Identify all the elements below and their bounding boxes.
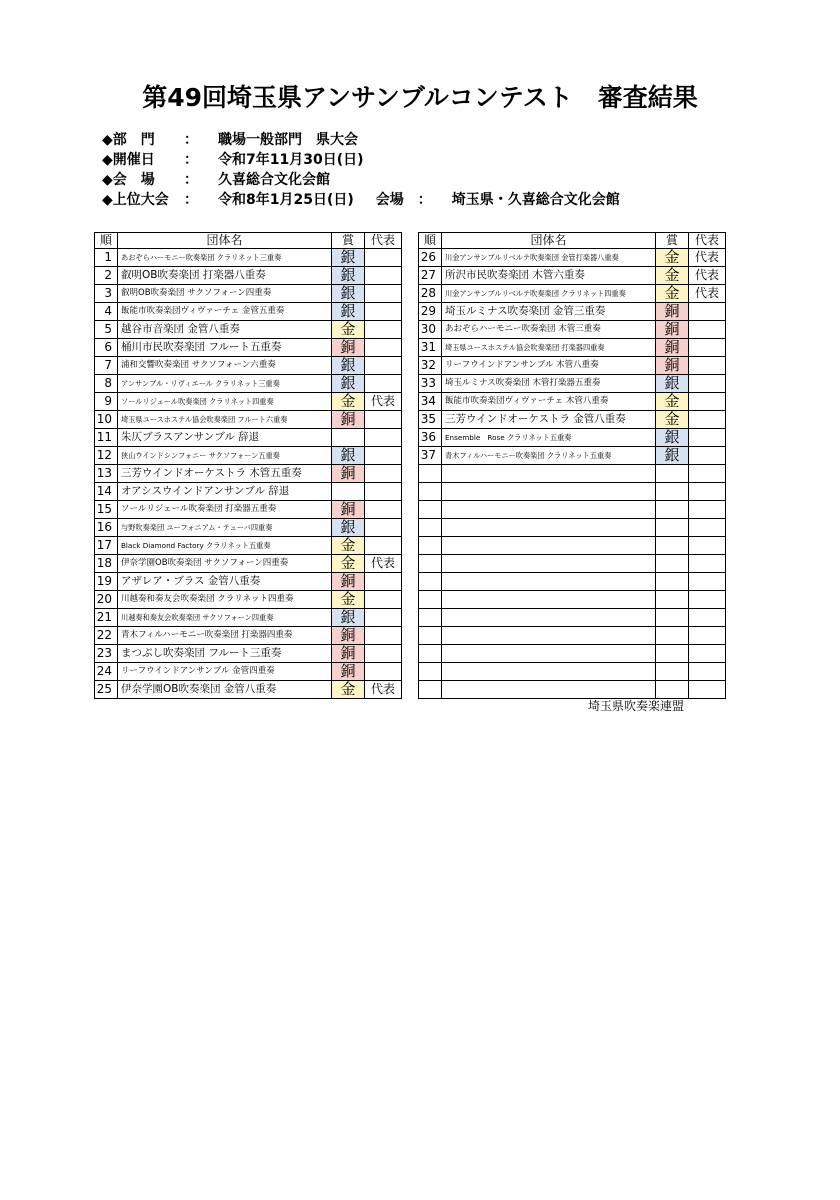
row-award xyxy=(332,483,365,501)
row-rep xyxy=(689,537,726,555)
row-award xyxy=(656,681,689,699)
row-name xyxy=(442,555,656,573)
row-rep xyxy=(689,429,726,447)
row-name xyxy=(442,537,656,555)
info-date xyxy=(102,150,620,170)
row-number: 30 xyxy=(419,321,442,339)
row-rep: 代表 xyxy=(689,249,726,267)
row-rep xyxy=(365,609,402,627)
row-number: 8 xyxy=(95,375,118,393)
table-row xyxy=(95,591,402,609)
header-rep: 代表 xyxy=(689,233,726,249)
upper-venue-value: 埼玉県・久喜総合文化会館 xyxy=(451,192,620,208)
row-number: 37 xyxy=(419,447,442,465)
table-row xyxy=(419,249,726,267)
row-award xyxy=(332,429,365,447)
row-number: 31 xyxy=(419,339,442,357)
row-number: 5 xyxy=(95,321,118,339)
row-rep xyxy=(365,339,402,357)
row-award: 銅 xyxy=(656,303,689,321)
row-rep xyxy=(689,501,726,519)
row-rep: 代表 xyxy=(689,267,726,285)
results-table-right xyxy=(418,232,726,699)
row-name: オアシスウインドアンサンブル 辞退 xyxy=(118,483,332,501)
row-award xyxy=(656,555,689,573)
table-row xyxy=(419,393,726,411)
row-award: 銅 xyxy=(656,339,689,357)
row-rep xyxy=(365,429,402,447)
date-colon: ： xyxy=(184,152,198,168)
row-number xyxy=(419,663,442,681)
row-award: 金 xyxy=(332,321,365,339)
row-award: 銅 xyxy=(332,501,365,519)
row-number: 36 xyxy=(419,429,442,447)
row-name: 埼玉県ユースホステル協会吹奏楽団 打楽器四重奏 xyxy=(442,339,656,357)
info-venue xyxy=(102,170,620,190)
venue-colon: ： xyxy=(184,172,198,188)
empty-row xyxy=(419,501,726,519)
table-row xyxy=(95,321,402,339)
row-award: 銅 xyxy=(332,663,365,681)
row-award xyxy=(656,645,689,663)
row-rep xyxy=(365,267,402,285)
table-row xyxy=(95,285,402,303)
row-award: 銀 xyxy=(332,267,365,285)
upper-value: 令和8年1月25日(日) xyxy=(218,192,354,208)
event-info xyxy=(102,130,620,210)
table-row xyxy=(95,627,402,645)
table-row xyxy=(95,573,402,591)
row-award: 銅 xyxy=(332,465,365,483)
row-name: 伊奈学園OB吹奏楽団 サクソフォーン四重奏 xyxy=(118,555,332,573)
row-award: 銀 xyxy=(332,303,365,321)
upper-venue-colon: ： xyxy=(417,192,432,208)
row-name: 桶川市民吹奏楽団 フルート五重奏 xyxy=(118,339,332,357)
row-number: 1 xyxy=(95,249,118,267)
row-award: 金 xyxy=(332,681,365,699)
table-row xyxy=(95,249,402,267)
row-number: 22 xyxy=(95,627,118,645)
row-award: 銅 xyxy=(332,645,365,663)
empty-row xyxy=(419,627,726,645)
division-value: 職場一般部門 県大会 xyxy=(218,132,358,148)
row-award: 銅 xyxy=(656,321,689,339)
row-number: 27 xyxy=(419,267,442,285)
division-colon: ： xyxy=(184,132,198,148)
row-award: 銀 xyxy=(332,285,365,303)
row-name xyxy=(442,663,656,681)
row-number: 9 xyxy=(95,393,118,411)
table-row xyxy=(95,519,402,537)
row-award: 金 xyxy=(332,555,365,573)
row-rep xyxy=(689,447,726,465)
row-name: 青木フィルハーモニー吹奏楽団 クラリネット五重奏 xyxy=(442,447,656,465)
row-award: 金 xyxy=(656,285,689,303)
row-rep xyxy=(365,321,402,339)
row-name: 三芳ウインドオーケストラ 木管五重奏 xyxy=(118,465,332,483)
row-number xyxy=(419,501,442,519)
row-award: 銀 xyxy=(332,357,365,375)
row-name: あおぞらハーモニー吹奏楽団 クラリネット三重奏 xyxy=(118,249,332,267)
row-rep xyxy=(365,645,402,663)
header-row xyxy=(95,233,402,249)
row-rep xyxy=(689,321,726,339)
row-rep xyxy=(365,483,402,501)
row-rep: 代表 xyxy=(365,681,402,699)
table-row xyxy=(95,267,402,285)
row-rep xyxy=(365,537,402,555)
row-award: 銀 xyxy=(656,429,689,447)
row-rep xyxy=(365,447,402,465)
row-award xyxy=(656,627,689,645)
row-award xyxy=(656,663,689,681)
division-label: ◆部 門 xyxy=(102,132,155,148)
table-row xyxy=(95,555,402,573)
row-number: 18 xyxy=(95,555,118,573)
venue-value: 久喜総合文化会館 xyxy=(218,172,330,188)
header-name: 団体名 xyxy=(118,233,332,249)
empty-row xyxy=(419,519,726,537)
row-rep xyxy=(689,483,726,501)
row-rep xyxy=(365,249,402,267)
row-number xyxy=(419,627,442,645)
row-name: まつぶし吹奏楽団 フルート三重奏 xyxy=(118,645,332,663)
row-name: あおぞらハーモニー吹奏楽団 木管三重奏 xyxy=(442,321,656,339)
row-name: 青木フィルハーモニー吹奏楽団 打楽器四重奏 xyxy=(118,627,332,645)
header-rep: 代表 xyxy=(365,233,402,249)
table-row xyxy=(419,267,726,285)
row-number: 6 xyxy=(95,339,118,357)
header-no: 順 xyxy=(419,233,442,249)
row-award: 金 xyxy=(332,393,365,411)
row-award: 金 xyxy=(656,393,689,411)
row-number xyxy=(419,537,442,555)
row-number: 3 xyxy=(95,285,118,303)
row-award: 銀 xyxy=(332,375,365,393)
row-award: 銀 xyxy=(332,519,365,537)
date-label: ◆開催日 xyxy=(102,152,155,168)
row-number: 32 xyxy=(419,357,442,375)
row-award: 金 xyxy=(656,249,689,267)
row-rep: 代表 xyxy=(365,393,402,411)
row-name: リーフウインドアンサンブル 木管八重奏 xyxy=(442,357,656,375)
row-name xyxy=(442,519,656,537)
empty-row xyxy=(419,645,726,663)
row-rep: 代表 xyxy=(365,555,402,573)
empty-row xyxy=(419,555,726,573)
row-number xyxy=(419,681,442,699)
row-rep xyxy=(689,393,726,411)
row-name: 三芳ウインドオーケストラ 金管八重奏 xyxy=(442,411,656,429)
row-number: 25 xyxy=(95,681,118,699)
row-name: 川金アンサンブルリベルテ吹奏楽団 金管打楽器八重奏 xyxy=(442,249,656,267)
table-row xyxy=(419,339,726,357)
row-number: 23 xyxy=(95,645,118,663)
table-row xyxy=(419,321,726,339)
row-name: 埼玉ルミナス吹奏楽団 木管打楽器五重奏 xyxy=(442,375,656,393)
row-name: 川越奏和奏友会吹奏楽団 サクソフォーン四重奏 xyxy=(118,609,332,627)
empty-row xyxy=(419,663,726,681)
row-award: 銀 xyxy=(332,249,365,267)
row-rep: 代表 xyxy=(689,285,726,303)
header-no: 順 xyxy=(95,233,118,249)
info-upper xyxy=(102,190,620,210)
row-number: 33 xyxy=(419,375,442,393)
results-body-right xyxy=(419,249,726,699)
row-rep xyxy=(365,519,402,537)
table-row xyxy=(95,483,402,501)
row-number: 21 xyxy=(95,609,118,627)
upper-venue-label: 会場 xyxy=(375,192,404,208)
row-name: 川越奏和奏友会吹奏楽団 クラリネット四重奏 xyxy=(118,591,332,609)
row-award: 銅 xyxy=(332,573,365,591)
row-name: ソールリジェール吹奏楽団 打楽器五重奏 xyxy=(118,501,332,519)
row-number: 2 xyxy=(95,267,118,285)
row-number: 4 xyxy=(95,303,118,321)
table-row xyxy=(95,465,402,483)
row-award xyxy=(656,591,689,609)
info-division xyxy=(102,130,620,150)
row-name: 朱仄ブラスアンサンブル 辞退 xyxy=(118,429,332,447)
row-number: 12 xyxy=(95,447,118,465)
empty-row xyxy=(419,465,726,483)
row-name: アザレア・ブラス 金管八重奏 xyxy=(118,573,332,591)
date-value: 令和7年11月30日(日) xyxy=(218,152,364,168)
row-number xyxy=(419,645,442,663)
empty-row xyxy=(419,591,726,609)
row-name: 埼玉ルミナス吹奏楽団 金管三重奏 xyxy=(442,303,656,321)
header-row xyxy=(419,233,726,249)
row-rep xyxy=(365,663,402,681)
row-rep xyxy=(689,375,726,393)
row-number xyxy=(419,483,442,501)
row-number: 13 xyxy=(95,465,118,483)
row-number xyxy=(419,465,442,483)
row-number xyxy=(419,591,442,609)
row-award: 銅 xyxy=(332,411,365,429)
row-award: 銀 xyxy=(656,375,689,393)
header-name: 団体名 xyxy=(442,233,656,249)
table-row xyxy=(419,303,726,321)
row-award xyxy=(656,573,689,591)
row-name: ソールリジェール吹奏楽団 クラリネット四重奏 xyxy=(118,393,332,411)
row-award: 金 xyxy=(656,267,689,285)
table-row xyxy=(419,285,726,303)
row-number: 34 xyxy=(419,393,442,411)
row-rep xyxy=(365,627,402,645)
upper-colon: ： xyxy=(184,192,198,208)
row-name: 伊奈学園OB吹奏楽団 金管八重奏 xyxy=(118,681,332,699)
row-rep xyxy=(365,285,402,303)
row-number: 35 xyxy=(419,411,442,429)
row-award: 銀 xyxy=(332,609,365,627)
empty-row xyxy=(419,609,726,627)
row-rep xyxy=(689,627,726,645)
table-row xyxy=(95,411,402,429)
organizer-footer: 埼玉県吹奏楽連盟 xyxy=(588,699,685,713)
table-row xyxy=(419,357,726,375)
row-name: リーフウインドアンサンブル 金管四重奏 xyxy=(118,663,332,681)
row-name: Ensemble Rose クラリネット五重奏 xyxy=(442,429,656,447)
row-rep xyxy=(689,663,726,681)
row-number xyxy=(419,609,442,627)
table-row xyxy=(95,681,402,699)
row-number: 11 xyxy=(95,429,118,447)
row-award: 金 xyxy=(656,411,689,429)
row-name xyxy=(442,645,656,663)
header-award: 賞 xyxy=(332,233,365,249)
row-number: 26 xyxy=(419,249,442,267)
row-award xyxy=(656,537,689,555)
row-rep xyxy=(365,573,402,591)
table-row xyxy=(419,429,726,447)
row-number: 16 xyxy=(95,519,118,537)
table-row xyxy=(95,447,402,465)
table-row xyxy=(419,411,726,429)
row-award xyxy=(656,519,689,537)
row-rep xyxy=(689,465,726,483)
row-name: 川金アンサンブルリベルテ吹奏楽団 クラリネット四重奏 xyxy=(442,285,656,303)
row-name: 叡明OB吹奏楽団 打楽器八重奏 xyxy=(118,267,332,285)
row-award xyxy=(656,609,689,627)
row-name xyxy=(442,609,656,627)
row-award xyxy=(656,465,689,483)
row-rep xyxy=(689,339,726,357)
table-row xyxy=(95,357,402,375)
row-number xyxy=(419,555,442,573)
row-name xyxy=(442,483,656,501)
row-rep xyxy=(689,681,726,699)
row-rep xyxy=(689,357,726,375)
row-name: 埼玉県ユースホステル協会吹奏楽団 フルート六重奏 xyxy=(118,411,332,429)
row-award: 銀 xyxy=(332,447,365,465)
results-table-left xyxy=(94,232,402,699)
row-rep xyxy=(689,519,726,537)
table-row xyxy=(95,393,402,411)
row-award: 銅 xyxy=(332,339,365,357)
table-row xyxy=(95,609,402,627)
row-name xyxy=(442,681,656,699)
row-award: 銀 xyxy=(656,447,689,465)
row-rep xyxy=(365,375,402,393)
row-rep xyxy=(689,591,726,609)
row-rep xyxy=(689,303,726,321)
table-row xyxy=(419,447,726,465)
empty-row xyxy=(419,681,726,699)
table-row xyxy=(95,303,402,321)
row-name: 飯能市吹奏楽団ヴィヴァーチェ 金管五重奏 xyxy=(118,303,332,321)
venue-label: ◆会 場 xyxy=(102,172,155,188)
row-name: 浦和交響吹奏楽団 サクソフォーン六重奏 xyxy=(118,357,332,375)
row-number: 20 xyxy=(95,591,118,609)
row-name: 越谷市音楽団 金管八重奏 xyxy=(118,321,332,339)
row-number xyxy=(419,573,442,591)
row-number: 17 xyxy=(95,537,118,555)
row-rep xyxy=(365,501,402,519)
row-rep xyxy=(689,645,726,663)
row-name: アンサンブル・リヴィエール クラリネット三重奏 xyxy=(118,375,332,393)
row-rep xyxy=(365,357,402,375)
row-name xyxy=(442,591,656,609)
row-number: 10 xyxy=(95,411,118,429)
table-row xyxy=(95,501,402,519)
row-name xyxy=(442,501,656,519)
table-row xyxy=(95,375,402,393)
row-rep xyxy=(365,591,402,609)
row-rep xyxy=(689,411,726,429)
empty-row xyxy=(419,537,726,555)
empty-row xyxy=(419,483,726,501)
row-name: 飯能市吹奏楽団ヴィヴァーチェ 木管八重奏 xyxy=(442,393,656,411)
row-name: 所沢市民吹奏楽団 木管六重奏 xyxy=(442,267,656,285)
row-award: 銅 xyxy=(656,357,689,375)
header-award: 賞 xyxy=(656,233,689,249)
row-number: 28 xyxy=(419,285,442,303)
row-award: 金 xyxy=(332,537,365,555)
table-row xyxy=(95,663,402,681)
row-name: 叡明OB吹奏楽団 サクソフォーン四重奏 xyxy=(118,285,332,303)
table-row xyxy=(95,645,402,663)
row-award: 銅 xyxy=(332,627,365,645)
row-name: 狭山ウインドシンフォニー サクソフォーン五重奏 xyxy=(118,447,332,465)
row-award: 金 xyxy=(332,591,365,609)
empty-row xyxy=(419,573,726,591)
results-body-left xyxy=(95,249,402,699)
row-rep xyxy=(689,609,726,627)
row-name xyxy=(442,465,656,483)
row-number: 14 xyxy=(95,483,118,501)
row-number: 19 xyxy=(95,573,118,591)
table-row xyxy=(419,375,726,393)
row-award xyxy=(656,483,689,501)
row-number: 15 xyxy=(95,501,118,519)
row-number xyxy=(419,519,442,537)
row-number: 24 xyxy=(95,663,118,681)
row-rep xyxy=(689,573,726,591)
row-name xyxy=(442,627,656,645)
row-rep xyxy=(365,411,402,429)
row-name: 与野吹奏楽団 ユーフォニアム・テューバ四重奏 xyxy=(118,519,332,537)
table-row xyxy=(95,537,402,555)
row-number: 29 xyxy=(419,303,442,321)
row-rep xyxy=(689,555,726,573)
table-row xyxy=(95,429,402,447)
row-name xyxy=(442,573,656,591)
page-title: 第49回埼玉県アンサンブルコンテスト 審査結果 xyxy=(142,83,698,112)
table-row xyxy=(95,339,402,357)
row-number: 7 xyxy=(95,357,118,375)
upper-label: ◆上位大会 xyxy=(102,192,169,208)
row-rep xyxy=(365,303,402,321)
row-name: Black Diamond Factory クラリネット五重奏 xyxy=(118,537,332,555)
row-rep xyxy=(365,465,402,483)
row-award xyxy=(656,501,689,519)
